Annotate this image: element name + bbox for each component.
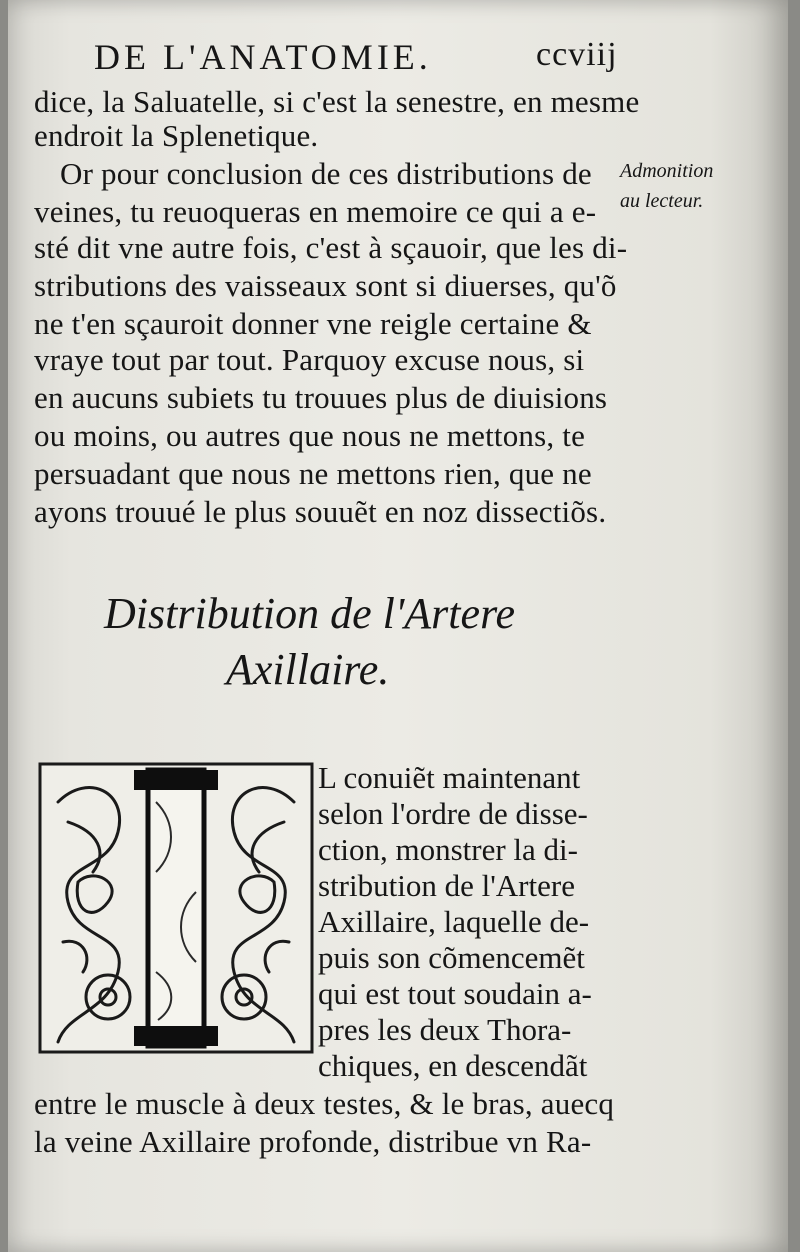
text-line: vraye tout par tout. Parquoy excuse nous, si [34, 342, 585, 377]
text-line: selon l'ordre de disse- [318, 796, 588, 831]
running-title: DE L'ANATOMIE. [94, 37, 432, 77]
text-line: ne t'en sçauroit donner vne reigle certaine & [34, 306, 592, 341]
text-line: persuadant que nous ne mettons rien, que ne [34, 456, 592, 491]
text-line: chiques, en descendãt [318, 1048, 588, 1083]
text-line: puis son cõmencemẽt [318, 940, 585, 975]
text-line: L conuiẽt maintenant [318, 760, 581, 795]
book-page [8, 0, 788, 1252]
section-heading: Distribution de l'Artere [104, 589, 516, 638]
text-line: ou moins, ou autres que nous ne mettons, te [34, 418, 586, 453]
text-line: Or pour conclusion de ces distributions de [60, 156, 592, 191]
margin-note-line: au lecteur. [620, 190, 704, 212]
text-line: en aucuns subiets tu trouues plus de diuisions [34, 380, 608, 415]
text-line: qui est tout soudain a- [318, 976, 592, 1011]
text-line: veines, tu reuoqueras en memoire ce qui a e- [34, 194, 597, 229]
text-line: Axillaire, laquelle de- [318, 904, 590, 939]
decorated-initial-image [38, 762, 314, 1054]
folio-number: ccviij [536, 36, 618, 73]
text-line: la veine Axillaire profonde, distribue vn Ra- [34, 1124, 592, 1159]
margin-note-line: Admonition [620, 160, 714, 182]
text-line: ction, monstrer la di- [318, 832, 578, 867]
show-through-texture [78, 600, 85, 630]
text-line: ayons trouué le plus souuẽt en noz dissectiõs. [34, 494, 607, 529]
text-line: endroit la Splenetique. [34, 118, 319, 153]
text-line: sté dit vne autre fois, c'est à sçauoir, que les di- [34, 230, 628, 265]
text-line: entre le muscle à deux testes, & le bras, auecq [34, 1086, 615, 1121]
text-line: stribution de l'Artere [318, 868, 575, 903]
section-heading: Axillaire. [226, 645, 390, 694]
text-line: dice, la Saluatelle, si c'est la senestre, en mesme [34, 84, 640, 119]
text-line: stributions des vaisseaux sont si diuerses, qu'õ [34, 268, 617, 303]
text-line: pres les deux Thora- [318, 1012, 572, 1047]
